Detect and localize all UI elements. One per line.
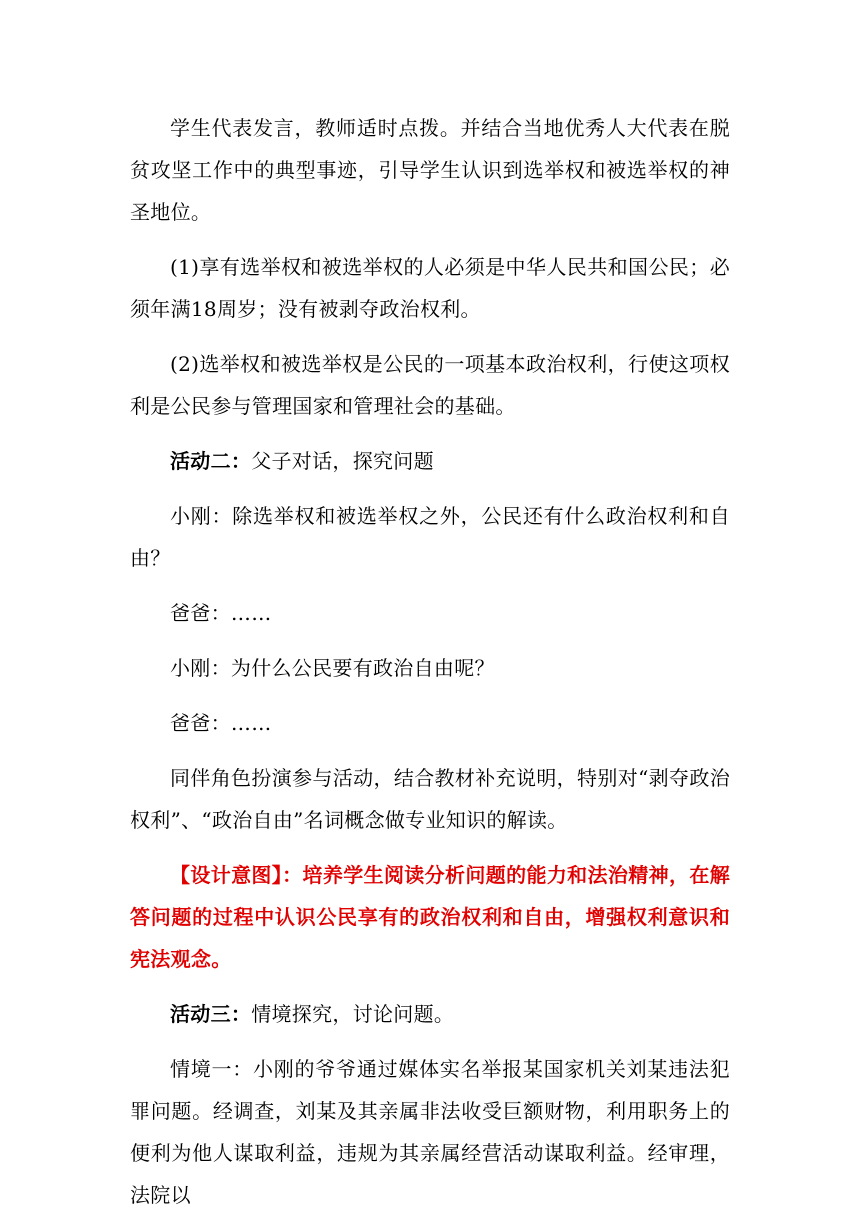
activity-three-label: 活动三： <box>170 1002 252 1026</box>
paragraph-scenario-one: 情境一：小刚的爷爷通过媒体实名举报某国家机关刘某违法犯罪问题。经调查，刘某及其亲属非法收受巨额财物，利用职务上的便利为他人谋取利益，违规为其亲属经营活动谋取利益。经审理，法院以 <box>130 1057 730 1207</box>
dialogue-xiaogang-2: 小刚：为什么公民要有政治自由呢？ <box>170 656 495 680</box>
dialogue-dad-1: 爸爸：…… <box>170 601 272 625</box>
dialogue-dad-2: 爸爸：…… <box>170 711 272 735</box>
paragraph-point-2: (2)选举权和被选举权是公民的一项基本政治权利，行使这项权利是公民参与管理国家和管理社会的基础。 <box>130 352 730 418</box>
activity-three-text: 情境探究，讨论问题。 <box>251 1002 455 1026</box>
activity-two-text: 父子对话，探究问题 <box>251 449 434 473</box>
paragraph-point-1: (1)享有选举权和被选举权的人必须是中华人民共和国公民；必须年满18周岁；没有被剥夺政治权利。 <box>130 255 730 321</box>
paragraph-role-play: 同伴角色扮演参与活动，结合教材补充说明，特别对“剥夺政治权利”、“政治自由”名词概念做专业知识的解读。 <box>130 766 730 832</box>
activity-three-heading <box>130 993 730 1035</box>
document-body <box>130 107 730 1229</box>
design-intent-paragraph: 【设计意图】：培养学生阅读分析问题的能力和法治精神，在解答问题的过程中认识公民享有的政治权利和自由，增强权利意识和宪法观念。 <box>130 863 730 971</box>
activity-two-label: 活动二： <box>170 449 252 473</box>
paragraph-student-speech: 学生代表发言，教师适时点拨。并结合当地优秀人大代表在脱贫攻坚工作中的典型事迹，引导学生认识到选举权和被选举权的神圣地位。 <box>130 116 730 224</box>
activity-two-heading <box>130 440 730 482</box>
dialogue-xiaogang-1: 小刚：除选举权和被选举权之外，公民还有什么政治权利和自由？ <box>130 504 730 570</box>
